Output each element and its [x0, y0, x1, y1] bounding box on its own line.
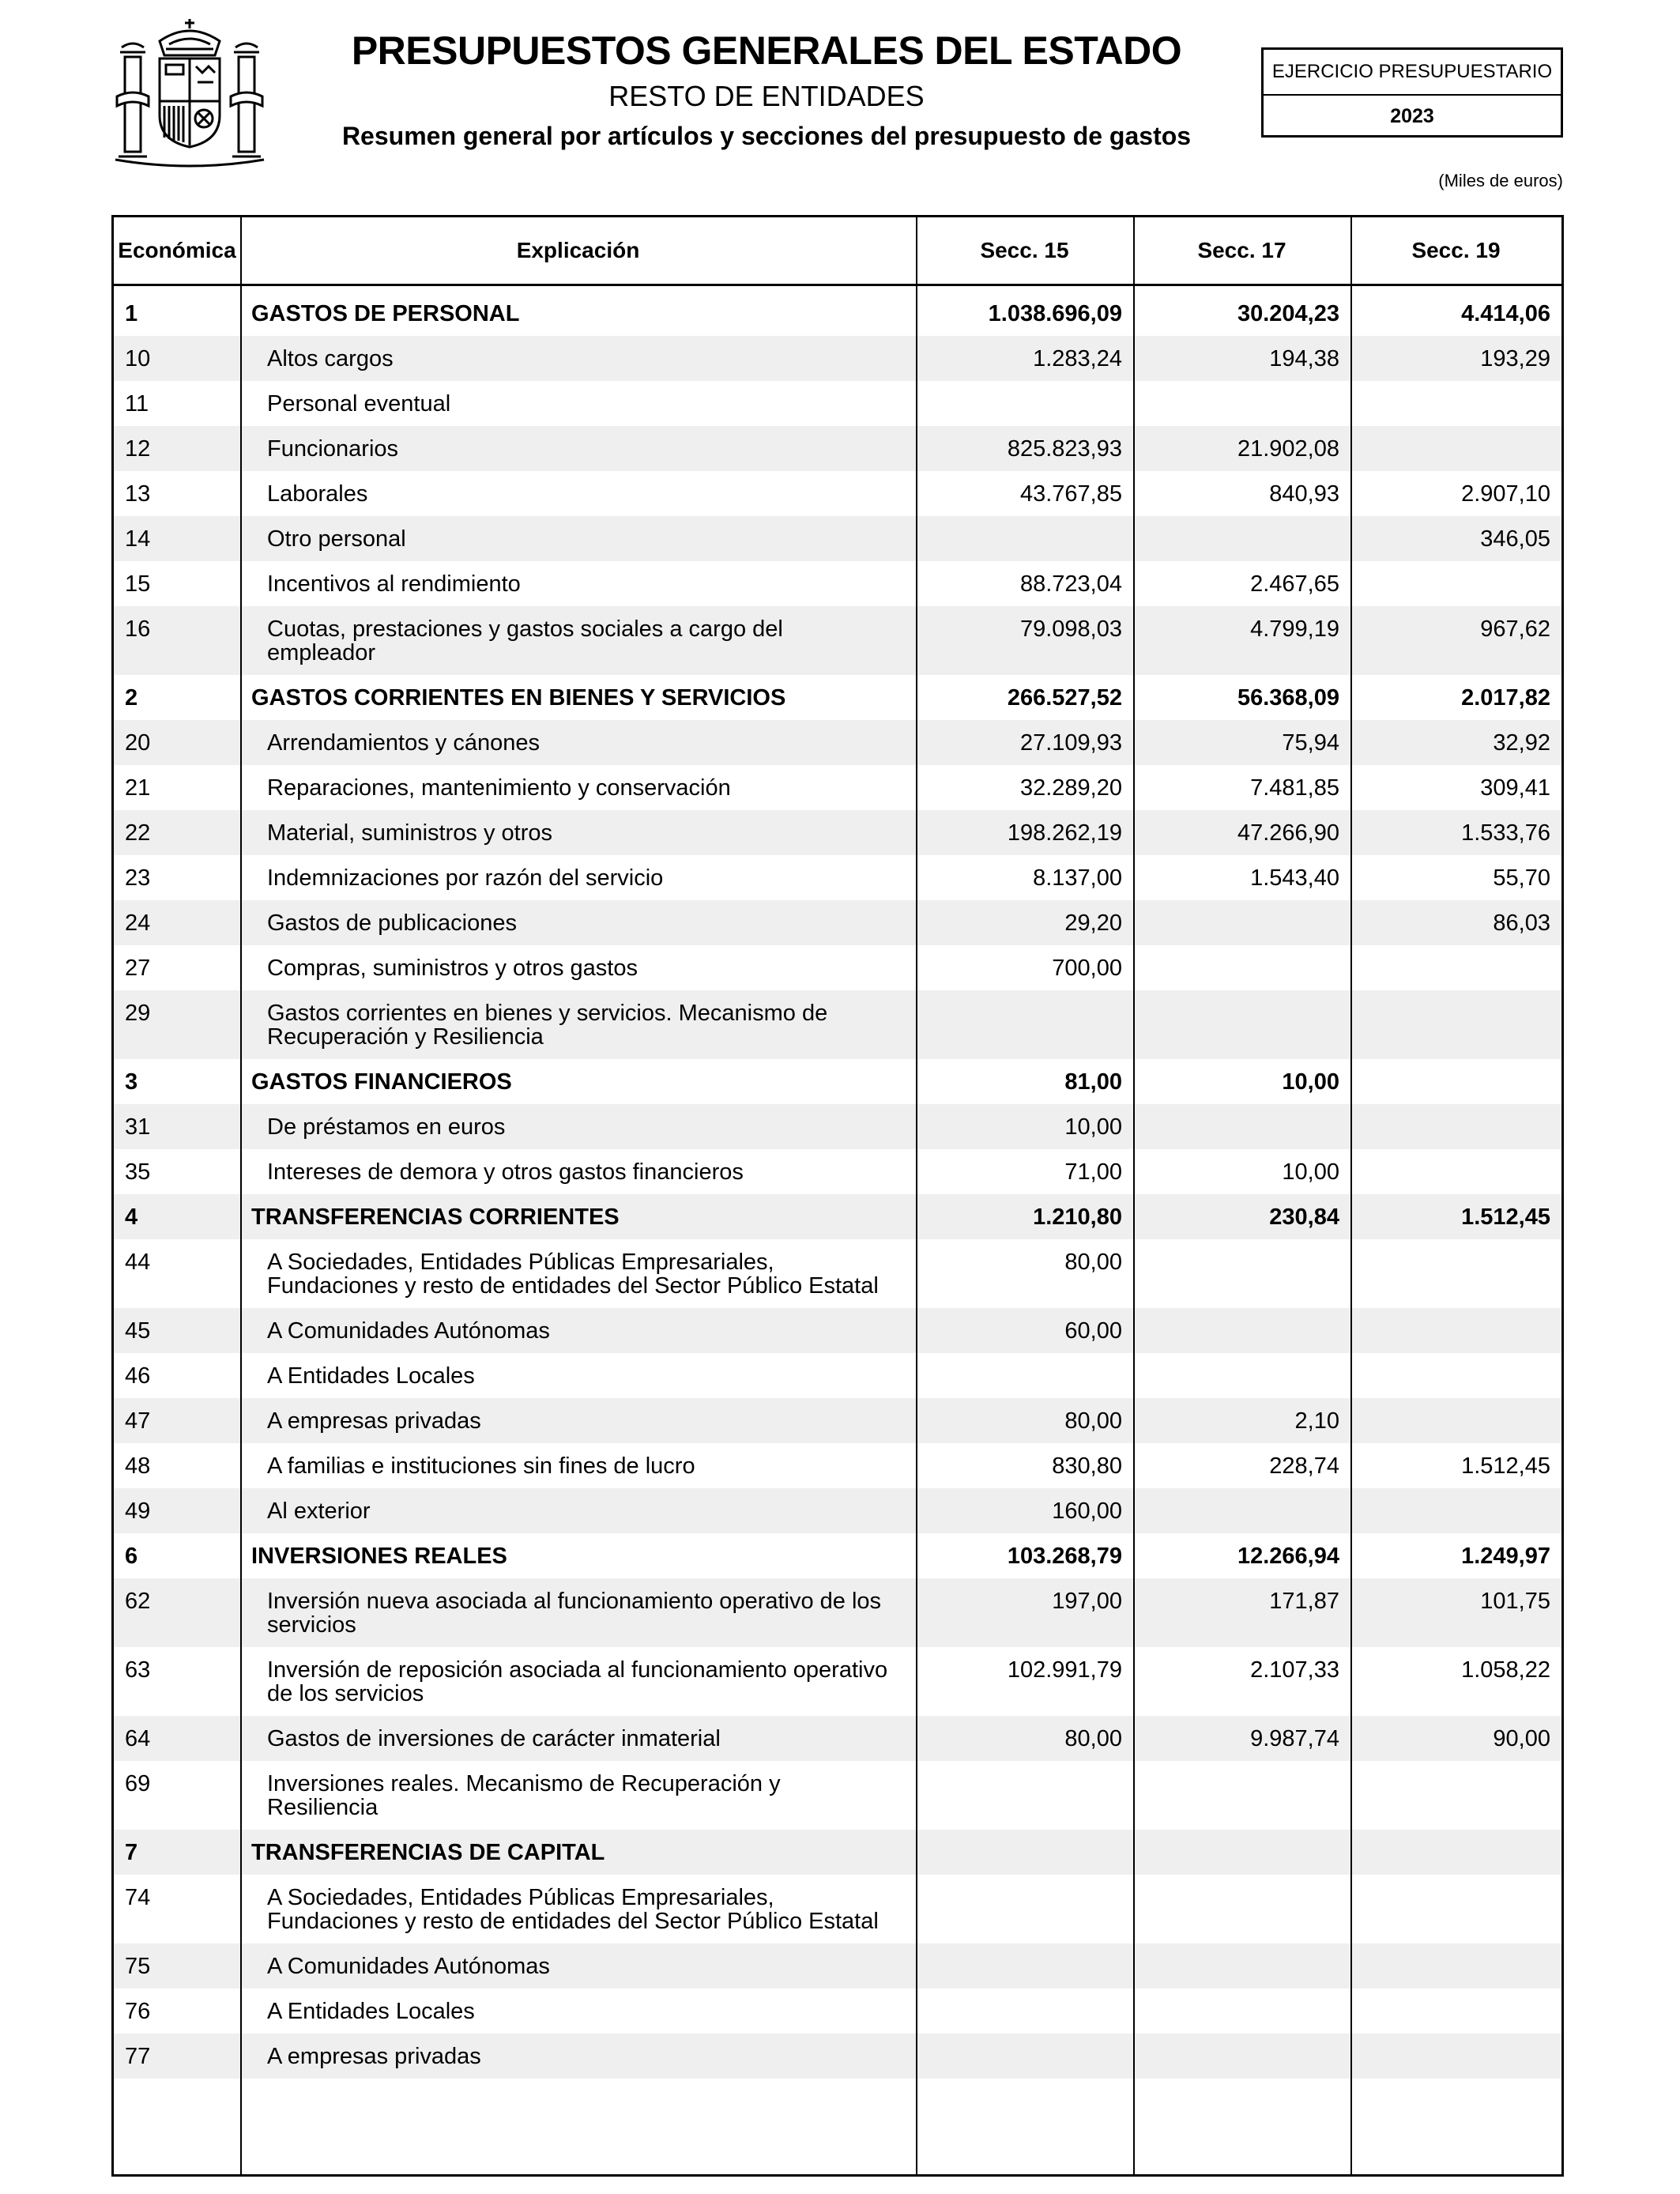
coat-of-arms-logo: [111, 14, 269, 172]
row-secc-19: [1350, 381, 1561, 426]
row-secc-15: 700,00: [1052, 956, 1122, 981]
table-row: [114, 1875, 1561, 1943]
row-label: Laborales: [267, 481, 368, 507]
table-row: [114, 990, 1561, 1059]
row-code: 49: [125, 1498, 151, 1524]
row-secc-19: 1.512,45: [1461, 1204, 1550, 1230]
row-secc-17: 9.987,74: [1250, 1726, 1339, 1751]
row-label: Gastos corrientes en bienes y servicios. Mecanismo de Recuperación y Resiliencia: [267, 1001, 828, 1050]
row-secc-17: 7.481,85: [1250, 775, 1339, 801]
row-label: Altos cargos: [267, 346, 394, 371]
row-secc-15: [916, 1989, 1133, 2034]
row-label: Funcionarios: [267, 436, 399, 462]
column-header-secc-17: Secc. 17: [1197, 238, 1286, 262]
row-secc-17: [1133, 1353, 1350, 1398]
row-code: 63: [125, 1657, 151, 1683]
table-row: [114, 2034, 1561, 2079]
row-label: Inversión de reposición asociada al funcionamiento operativo de los servicios: [267, 1657, 888, 1706]
fiscal-year-value: 2023: [1390, 104, 1434, 127]
row-secc-15: [916, 1943, 1133, 1989]
row-code: 62: [125, 1589, 151, 1614]
column-header-secc-15: Secc. 15: [980, 238, 1069, 262]
row-code: 27: [125, 956, 151, 981]
row-secc-15: 43.767,85: [1019, 481, 1122, 507]
row-secc-15: [916, 2034, 1133, 2079]
row-secc-17: 47.266,90: [1237, 820, 1339, 846]
table-row: [114, 1716, 1561, 1761]
row-code: 69: [125, 1771, 151, 1796]
row-label: A Sociedades, Entidades Públicas Empresariales, Fundaciones y resto de entidades del Sector Público Estatal: [267, 1885, 879, 1934]
row-code: 31: [125, 1114, 151, 1140]
fiscal-year-box: [1261, 47, 1563, 138]
row-secc-19: [1350, 1488, 1561, 1533]
row-code: 14: [125, 526, 151, 552]
row-code: 48: [125, 1453, 151, 1479]
row-label: A familias e instituciones sin fines de lucro: [267, 1453, 695, 1479]
row-label: GASTOS CORRIENTES EN BIENES Y SERVICIOS: [251, 685, 786, 711]
table-row: [114, 1239, 1561, 1308]
row-code: 21: [125, 775, 151, 801]
row-secc-17: 75,94: [1282, 730, 1339, 756]
row-secc-19: [1350, 945, 1561, 990]
row-secc-15: [916, 516, 1133, 561]
row-secc-19: [1350, 1308, 1561, 1353]
row-code: 10: [125, 346, 151, 371]
row-secc-19: [1350, 2034, 1561, 2079]
row-secc-19: 1.058,22: [1461, 1657, 1550, 1683]
row-secc-17: [1133, 1875, 1350, 1943]
row-secc-17: 21.902,08: [1237, 436, 1339, 462]
row-secc-15: 198.262,19: [1007, 820, 1122, 846]
row-secc-19: [1350, 1830, 1561, 1875]
table-row: [114, 1488, 1561, 1533]
row-secc-15: [916, 990, 1133, 1059]
row-secc-15: 80,00: [1064, 1726, 1122, 1751]
table-row: [114, 1943, 1561, 1989]
row-secc-15: 71,00: [1064, 1159, 1122, 1185]
row-secc-17: 56.368,09: [1237, 685, 1339, 711]
row-secc-15: 830,80: [1052, 1453, 1122, 1479]
row-secc-17: 2,10: [1294, 1408, 1339, 1434]
page-title: PRESUPUESTOS GENERALES DEL ESTADO: [351, 28, 1182, 73]
row-secc-19: 4.414,06: [1461, 301, 1550, 326]
row-secc-17: 194,38: [1269, 346, 1339, 371]
row-secc-17: [1133, 900, 1350, 945]
table-header: [114, 217, 1561, 286]
table-row: [114, 720, 1561, 765]
row-secc-17: 10,00: [1282, 1069, 1339, 1095]
row-secc-17: [1133, 1761, 1350, 1830]
row-secc-17: 12.266,94: [1237, 1544, 1339, 1569]
row-secc-19: [1350, 1353, 1561, 1398]
row-label: Incentivos al rendimiento: [267, 571, 521, 597]
row-secc-19: 193,29: [1480, 346, 1550, 371]
row-secc-19: 1.512,45: [1461, 1453, 1550, 1479]
row-code: 15: [125, 571, 151, 597]
row-label: Intereses de demora y otros gastos financieros: [267, 1159, 744, 1185]
table-row: [114, 900, 1561, 945]
row-secc-17: 171,87: [1269, 1589, 1339, 1614]
row-secc-17: 4.799,19: [1250, 616, 1339, 642]
table-row-article-group: [114, 1533, 1561, 1578]
table-row: [114, 1761, 1561, 1830]
row-secc-19: [1350, 426, 1561, 471]
row-secc-17: [1133, 1488, 1350, 1533]
table-row: [114, 561, 1561, 606]
row-secc-15: 60,00: [1064, 1318, 1122, 1344]
row-label: Gastos de inversiones de carácter inmaterial: [267, 1726, 721, 1751]
row-label: A Comunidades Autónomas: [267, 1318, 550, 1344]
row-code: 6: [125, 1544, 138, 1569]
row-secc-17: [1133, 1943, 1350, 1989]
budget-table: [111, 215, 1564, 2177]
row-label: GASTOS FINANCIEROS: [251, 1069, 512, 1095]
row-secc-15: 266.527,52: [1007, 685, 1122, 711]
row-secc-19: [1350, 1398, 1561, 1443]
row-code: 23: [125, 865, 151, 891]
row-code: 3: [125, 1069, 138, 1095]
row-secc-19: 86,03: [1493, 910, 1550, 936]
table-row-article-group: [114, 291, 1561, 336]
row-secc-15: 81,00: [1064, 1069, 1122, 1095]
units-note: (Miles de euros): [1438, 171, 1563, 190]
row-label: Al exterior: [267, 1498, 371, 1524]
row-code: 4: [125, 1204, 138, 1230]
table-row: [114, 1398, 1561, 1443]
row-secc-17: [1133, 1239, 1350, 1308]
row-code: 11: [125, 391, 149, 417]
row-secc-15: 80,00: [1064, 1408, 1122, 1434]
table-row-article-group: [114, 675, 1561, 720]
row-label: TRANSFERENCIAS CORRIENTES: [251, 1204, 620, 1230]
table-row: [114, 1149, 1561, 1194]
row-secc-15: 29,20: [1064, 910, 1122, 936]
row-secc-19: 1.533,76: [1461, 820, 1550, 846]
row-code: 2: [125, 685, 138, 711]
row-secc-19: [1350, 1943, 1561, 1989]
row-label: Gastos de publicaciones: [267, 910, 517, 936]
table-row-article-group: [114, 1194, 1561, 1239]
table-row-article-group: [114, 1830, 1561, 1875]
row-label: INVERSIONES REALES: [251, 1544, 507, 1569]
table-row: [114, 1578, 1561, 1647]
row-secc-19: 90,00: [1493, 1726, 1550, 1751]
table-row: [114, 1443, 1561, 1488]
row-code: 16: [125, 616, 151, 642]
column-header-explicacion: Explicación: [516, 238, 640, 262]
row-secc-15: 1.038.696,09: [988, 301, 1122, 326]
row-label: De préstamos en euros: [267, 1114, 506, 1140]
table-row: [114, 381, 1561, 426]
row-label: Inversión nueva asociada al funcionamiento operativo de los servicios: [267, 1589, 882, 1638]
row-secc-17: 2.467,65: [1250, 571, 1339, 597]
row-secc-17: [1133, 1830, 1350, 1875]
row-code: 74: [125, 1885, 151, 1910]
table-row: [114, 1104, 1561, 1149]
row-code: 1: [125, 301, 138, 326]
row-secc-19: [1350, 1239, 1561, 1308]
row-code: 7: [125, 1840, 138, 1865]
row-secc-17: [1133, 1104, 1350, 1149]
row-secc-17: [1133, 381, 1350, 426]
row-label: A Entidades Locales: [267, 1999, 475, 2024]
row-secc-17: 228,74: [1269, 1453, 1339, 1479]
row-code: 64: [125, 1726, 151, 1751]
row-secc-15: 160,00: [1052, 1498, 1122, 1524]
row-secc-15: 10,00: [1064, 1114, 1122, 1140]
row-secc-17: [1133, 1989, 1350, 2034]
table-row: [114, 765, 1561, 810]
row-secc-19: 309,41: [1480, 775, 1550, 801]
row-secc-15: 8.137,00: [1033, 865, 1122, 891]
row-secc-15: 79.098,03: [1019, 616, 1122, 642]
row-secc-19: [1350, 1149, 1561, 1194]
row-label: Arrendamientos y cánones: [267, 730, 540, 756]
row-secc-19: [1350, 1059, 1561, 1104]
row-secc-15: 825.823,93: [1007, 436, 1122, 462]
row-secc-15: [916, 1761, 1133, 1830]
table-row: [114, 810, 1561, 855]
table-row: [114, 606, 1561, 675]
row-secc-15: 27.109,93: [1019, 730, 1122, 756]
row-label: Indemnizaciones por razón del servicio: [267, 865, 664, 891]
row-secc-19: 346,05: [1480, 526, 1550, 552]
row-code: 75: [125, 1954, 151, 1979]
row-label: Inversiones reales. Mecanismo de Recuperación y Resiliencia: [267, 1771, 781, 1820]
table-row: [114, 516, 1561, 561]
row-label: Reparaciones, mantenimiento y conservación: [267, 775, 731, 801]
row-code: 76: [125, 1999, 151, 2024]
table-row: [114, 945, 1561, 990]
row-secc-17: [1133, 990, 1350, 1059]
row-secc-17: [1133, 1308, 1350, 1353]
row-secc-15: [916, 381, 1133, 426]
fiscal-year-label: EJERCICIO PRESUPUESTARIO: [1264, 50, 1561, 96]
table-body: [114, 286, 1561, 2079]
row-secc-19: [1350, 1875, 1561, 1943]
row-code: 24: [125, 910, 151, 936]
row-secc-17: [1133, 945, 1350, 990]
row-secc-15: 103.268,79: [1007, 1544, 1122, 1569]
row-label: Material, suministros y otros: [267, 820, 552, 846]
row-code: 22: [125, 820, 151, 846]
row-secc-19: [1350, 1104, 1561, 1149]
row-secc-15: [916, 1875, 1133, 1943]
row-code: 29: [125, 1001, 151, 1026]
row-label: A empresas privadas: [267, 1408, 481, 1434]
row-label: A Comunidades Autónomas: [267, 1954, 550, 1979]
row-secc-19: [1350, 990, 1561, 1059]
row-secc-17: 230,84: [1269, 1204, 1339, 1230]
row-secc-19: 55,70: [1493, 865, 1550, 891]
row-code: 47: [125, 1408, 151, 1434]
row-secc-17: [1133, 516, 1350, 561]
row-secc-19: 2.907,10: [1461, 481, 1550, 507]
row-secc-15: 1.210,80: [1033, 1204, 1122, 1230]
table-row: [114, 855, 1561, 900]
column-header-economica: Económica: [118, 238, 236, 262]
page-description: Resumen general por artículos y secciones del presupuesto de gastos: [341, 122, 1192, 150]
row-secc-17: 1.543,40: [1250, 865, 1339, 891]
row-code: 45: [125, 1318, 151, 1344]
table-row-article-group: [114, 1059, 1561, 1104]
row-label: GASTOS DE PERSONAL: [251, 301, 520, 326]
row-secc-19: [1350, 1989, 1561, 2034]
row-label: Cuotas, prestaciones y gastos sociales a cargo del empleador: [267, 616, 783, 665]
row-secc-15: 88.723,04: [1019, 571, 1122, 597]
table-row: [114, 426, 1561, 471]
row-secc-19: [1350, 561, 1561, 606]
row-secc-19: 32,92: [1493, 730, 1550, 756]
row-secc-15: 102.991,79: [1007, 1657, 1122, 1683]
row-label: TRANSFERENCIAS DE CAPITAL: [251, 1840, 605, 1865]
row-secc-15: 1.283,24: [1033, 346, 1122, 371]
row-secc-15: 197,00: [1052, 1589, 1122, 1614]
row-label: Compras, suministros y otros gastos: [267, 956, 638, 981]
row-code: 20: [125, 730, 151, 756]
row-code: 13: [125, 481, 151, 507]
row-secc-17: 30.204,23: [1237, 301, 1339, 326]
table-row: [114, 1989, 1561, 2034]
row-code: 46: [125, 1363, 151, 1389]
row-label: A Entidades Locales: [267, 1363, 475, 1389]
table-row: [114, 471, 1561, 516]
table-row: [114, 1308, 1561, 1353]
row-secc-15: [916, 1830, 1133, 1875]
row-secc-15: 32.289,20: [1019, 775, 1122, 801]
row-secc-19: 967,62: [1480, 616, 1550, 642]
row-secc-15: 80,00: [1064, 1250, 1122, 1275]
row-label: A Sociedades, Entidades Públicas Empresariales, Fundaciones y resto de entidades del Sector Público Estatal: [267, 1250, 879, 1299]
table-row: [114, 1647, 1561, 1716]
table-row: [114, 336, 1561, 381]
column-header-secc-19: Secc. 19: [1411, 238, 1501, 262]
row-secc-19: 101,75: [1480, 1589, 1550, 1614]
row-secc-15: [916, 1353, 1133, 1398]
row-label: Otro personal: [267, 526, 406, 552]
page-subtitle: RESTO DE ENTIDADES: [608, 80, 925, 112]
row-secc-17: 2.107,33: [1250, 1657, 1339, 1683]
row-label: A empresas privadas: [267, 2044, 481, 2069]
row-code: 44: [125, 1250, 151, 1275]
row-label: Personal eventual: [267, 391, 451, 417]
row-secc-17: 840,93: [1269, 481, 1339, 507]
table-row: [114, 1353, 1561, 1398]
row-secc-17: [1133, 2034, 1350, 2079]
row-code: 12: [125, 436, 151, 462]
row-code: 77: [125, 2044, 151, 2069]
row-secc-19: 1.249,97: [1461, 1544, 1550, 1569]
row-code: 35: [125, 1159, 151, 1185]
row-secc-19: [1350, 1761, 1561, 1830]
row-secc-17: 10,00: [1282, 1159, 1339, 1185]
row-secc-19: 2.017,82: [1461, 685, 1550, 711]
